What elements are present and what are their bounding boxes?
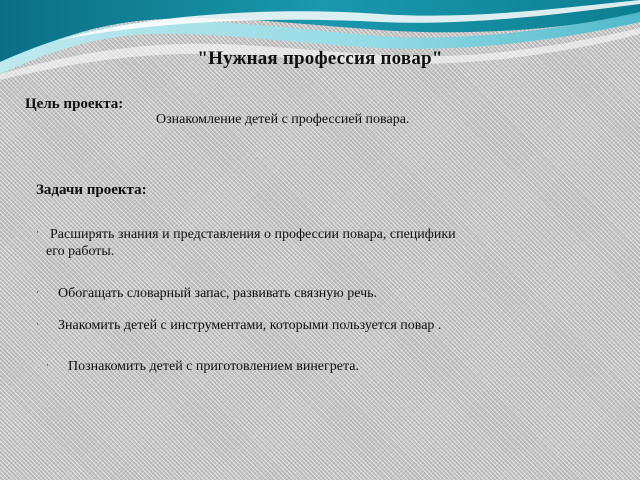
task-text-line2: его работы. <box>46 244 115 259</box>
task-text: Обогащать словарный запас, развивать связную речь. <box>58 286 378 301</box>
slide-title: "Нужная профессия повар" <box>197 48 443 69</box>
task-text: Познакомить детей с приготовлением винегрета. <box>68 359 359 374</box>
tasks-heading: Задачи проекта: <box>36 182 147 198</box>
task-item <box>46 358 359 375</box>
bullet-icon: · <box>46 360 49 370</box>
goal-heading: Цель проекта: <box>25 96 124 112</box>
bullet-icon: · <box>36 319 39 329</box>
task-text: Знакомить детей с инструментами, которыми пользуется повар . <box>58 318 442 333</box>
task-text-line1: Расширять знания и представления о профессии повара, специфики <box>50 227 456 242</box>
task-item <box>36 285 377 302</box>
task-item <box>36 226 536 260</box>
task-item <box>36 317 441 334</box>
bullet-icon: · <box>36 227 39 237</box>
goal-text: Ознакомление детей с профессией повара. <box>156 112 410 127</box>
bullet-icon: · <box>36 287 39 297</box>
